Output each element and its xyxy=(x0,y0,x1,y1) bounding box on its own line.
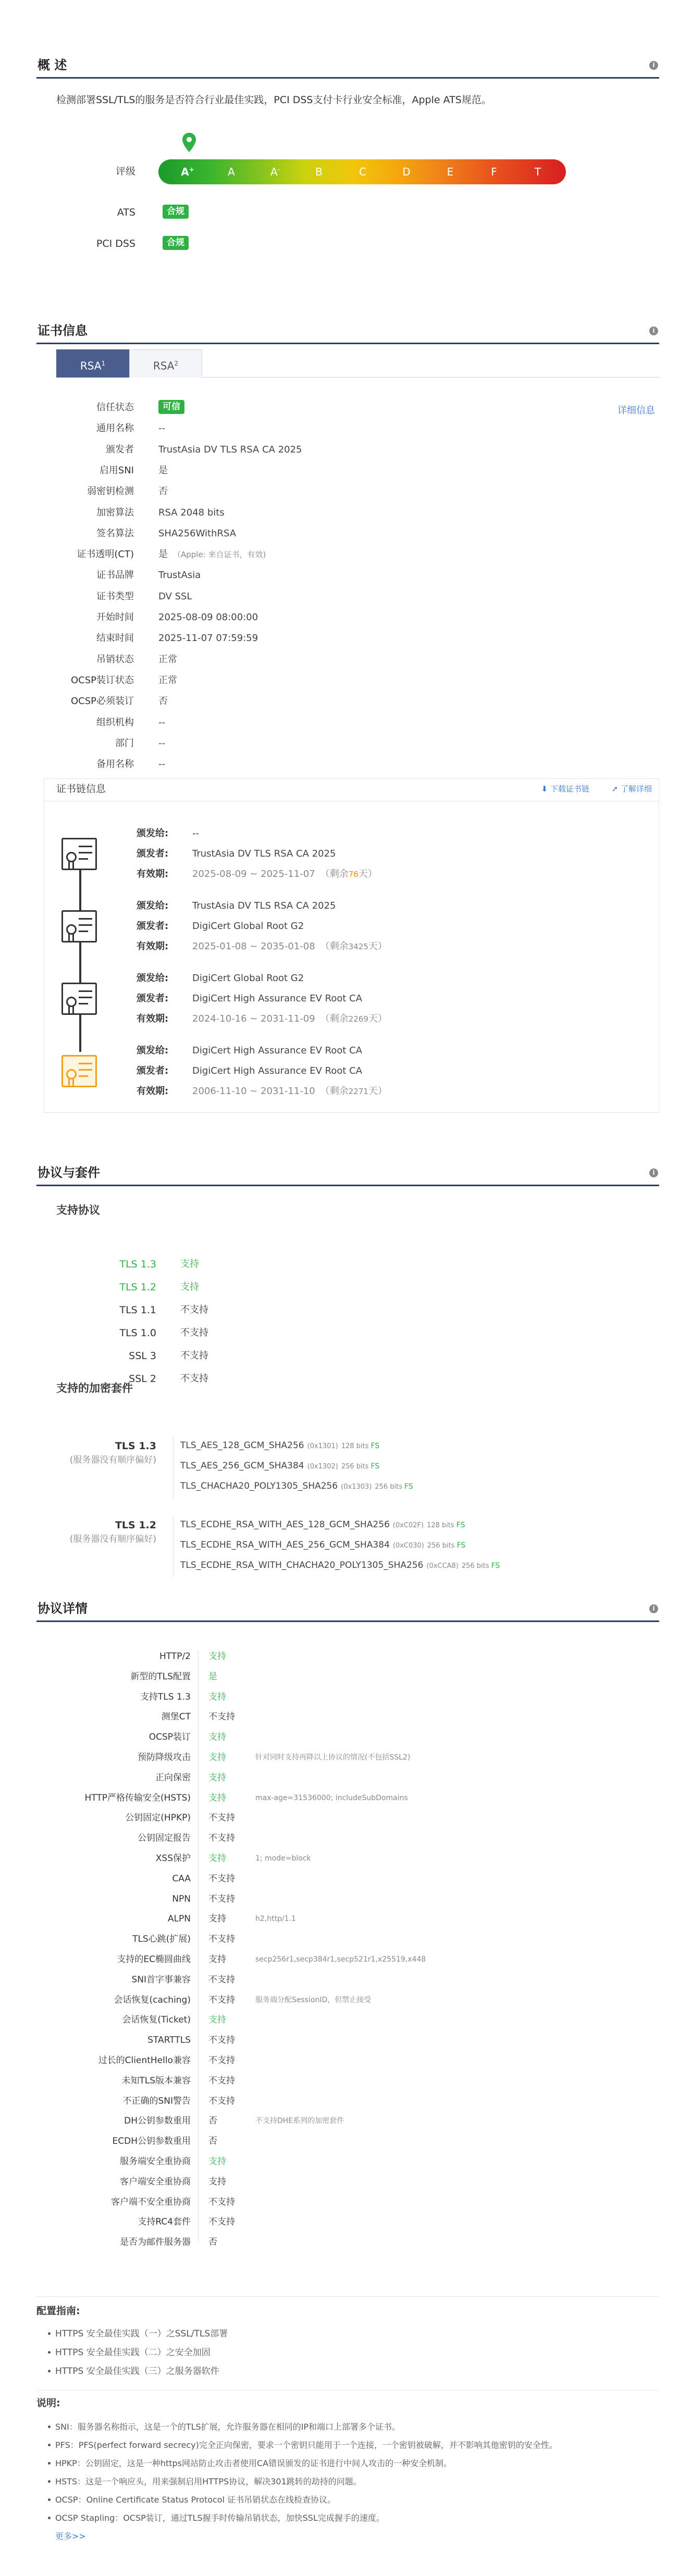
detail-label: 公钥固定报告 xyxy=(138,1833,191,1844)
cipher-suite-code: (0x1302) xyxy=(307,1463,338,1471)
cipher-suite-name: TLS_ECDHE_RSA_WITH_AES_128_GCM_SHA256 xyxy=(180,1519,390,1530)
detail-value: 不支持 xyxy=(208,2055,235,2066)
chain-field-text: 2006-11-10 ~ 2031-11-10 xyxy=(192,1086,315,1097)
chain-field-value xyxy=(192,940,387,953)
detail-value: 不支持 xyxy=(208,1873,235,1884)
remaining-suffix: 天） xyxy=(358,869,377,879)
detail-value: 支持 xyxy=(208,1772,226,1783)
chain-field-value xyxy=(192,1065,362,1077)
guide-link[interactable]: HTTPS 安全最佳实践（一）之SSL/TLS部署 xyxy=(55,2329,228,2339)
certificate-icon xyxy=(61,910,97,943)
detail-label: 不正确的SNI警告 xyxy=(122,2095,191,2106)
cipher-suite-row xyxy=(180,1539,465,1551)
cert-title: 证书信息 xyxy=(38,323,88,338)
detail-value: 不支持 xyxy=(208,1833,235,1844)
detail-label: 会话恢复(Ticket) xyxy=(122,2015,191,2026)
suite-divider xyxy=(173,1437,174,1498)
cipher-suite-name: TLS_AES_256_GCM_SHA384 xyxy=(180,1461,304,1471)
cert-field-label: 开始时间 xyxy=(96,612,134,623)
cert-field-value xyxy=(158,632,258,645)
cert-field-label: 信任状态 xyxy=(96,402,134,413)
cert-field-label: 组织机构 xyxy=(96,717,134,728)
chain-field-text: 2025-08-09 ~ 2025-11-07 xyxy=(192,869,315,879)
protocol-name: SSL 2 xyxy=(129,1373,156,1385)
detail-value: 不支持 xyxy=(208,1893,235,1904)
cert-field-value-text: 是 xyxy=(158,549,168,560)
detail-value: 不支持 xyxy=(208,2075,235,2086)
cert-field-label: 证书类型 xyxy=(96,590,134,602)
cert-field-note: （Apple: 来自证书，有效) xyxy=(173,550,266,560)
cert-field-value xyxy=(158,758,165,771)
chain-field-value xyxy=(192,900,336,912)
grade-f: F xyxy=(491,166,497,178)
forward-secrecy-tag: FS xyxy=(456,1541,466,1550)
remaining-prefix: （剩余 xyxy=(320,1013,349,1024)
detail-label: HTTP/2 xyxy=(159,1651,191,1662)
protocol-status: 不支持 xyxy=(180,1373,208,1384)
cert-field-value xyxy=(158,569,201,582)
note-item: HPKP：公钥固定，这是一种https网站防止攻击者使用CA错误颁发的证书进行中间人攻击的一种安全机制。 xyxy=(55,2458,452,2468)
pci-badge: 合规 xyxy=(163,236,189,250)
pci-label: PCI DSS xyxy=(96,238,135,249)
cipher-suite-code: (0xC030) xyxy=(392,1542,424,1550)
cert-line xyxy=(79,931,88,932)
detail-label: 测堡CT xyxy=(161,1712,191,1723)
detail-label: SNI首字事兼容 xyxy=(131,1974,191,1985)
detail-label: 支持的EC椭圆曲线 xyxy=(117,1954,191,1965)
protocol-status: 不支持 xyxy=(180,1304,208,1315)
details-divider xyxy=(198,1651,199,2242)
chain-field-value xyxy=(192,992,362,1005)
detail-value: 不支持 xyxy=(208,1712,235,1723)
grade-marker-icon xyxy=(181,132,197,153)
detail-label: XSS保护 xyxy=(155,1853,191,1864)
grade-aminus: A- xyxy=(270,166,280,178)
guide-title: 配置指南: xyxy=(36,2305,80,2317)
cert-seal xyxy=(66,1069,77,1079)
grade-b: B xyxy=(315,166,323,178)
cert-ribbon xyxy=(68,861,74,869)
cert-field-value-text: RSA 2048 bits xyxy=(158,507,225,518)
cipher-suite-bits: 256 bits xyxy=(375,1483,403,1491)
protocol-name: TLS 1.3 xyxy=(119,1259,156,1270)
cipher-suite-row xyxy=(180,1440,379,1452)
detail-label: 支持TLS 1.3 xyxy=(140,1691,191,1702)
ats-badge: 合规 xyxy=(163,205,189,219)
cert-seal xyxy=(66,997,77,1007)
cert-field-value xyxy=(158,695,168,708)
cert-field-value xyxy=(158,422,165,435)
protocol-name: TLS 1.2 xyxy=(119,1281,156,1293)
grade-label: 评级 xyxy=(115,166,135,177)
forward-secrecy-tag: FS xyxy=(370,1462,380,1471)
cert-field-value-text: TrustAsia DV TLS RSA CA 2025 xyxy=(158,444,302,455)
chain-field-value xyxy=(192,920,304,933)
detail-value: 支持 xyxy=(208,2015,226,2026)
remaining-days: 2269 xyxy=(348,1014,368,1024)
detail-label: TLS心跳(扩展) xyxy=(132,1934,191,1945)
chain-field-text: 2025-01-08 ~ 2035-01-08 xyxy=(192,941,315,952)
trust-status-badge: 可信 xyxy=(158,400,184,414)
forward-secrecy-tag: FS xyxy=(370,1442,380,1450)
detail-label: HTTP严格传输安全(HSTS) xyxy=(84,1792,191,1803)
grade-e: E xyxy=(447,166,454,178)
detail-value: 不支持 xyxy=(208,2196,235,2207)
chain-field-text: DigiCert High Assurance EV Root CA xyxy=(192,993,363,1004)
note-item: OCSP：Online Certificate Status Protocol 证书吊销状态在线检查协议。 xyxy=(55,2495,336,2505)
remaining-suffix: 天） xyxy=(368,1086,387,1097)
cert-field-label: 颁发者 xyxy=(106,444,134,455)
chain-field-text: -- xyxy=(192,828,199,839)
detail-label: 过长的ClientHello兼容 xyxy=(98,2055,191,2066)
cipher-suite-bits: 256 bits xyxy=(427,1542,455,1550)
cert-line xyxy=(79,858,88,860)
cert-field-label: 启用SNI xyxy=(99,464,134,476)
detail-note: h2,http/1.1 xyxy=(255,1915,296,1924)
cert-ribbon xyxy=(68,1078,74,1086)
suite-order-note: (服务器没有顺序偏好) xyxy=(69,1455,156,1465)
learn-more-link[interactable]: ➚ 了解详细 xyxy=(611,784,652,794)
detail-value: 不支持 xyxy=(208,1994,235,2005)
info-icon[interactable]: i xyxy=(649,326,658,335)
cert-field-label: 吊销状态 xyxy=(96,654,134,665)
forward-secrecy-tag: FS xyxy=(491,1562,500,1570)
cert-line xyxy=(79,852,92,853)
chain-field-label: 颁发给: xyxy=(137,828,169,839)
detail-label: OCSP装订 xyxy=(149,1732,191,1743)
chain-field-value xyxy=(192,1045,362,1057)
cert-line xyxy=(79,924,92,926)
detail-label: ALPN xyxy=(167,1914,191,1925)
protocol-title: 协议与套件 xyxy=(38,1165,100,1180)
cipher-suite-bits: 256 bits xyxy=(341,1463,369,1471)
protocol-name: TLS 1.1 xyxy=(119,1304,156,1316)
chain-header xyxy=(44,778,659,801)
chain-field-value xyxy=(192,827,199,840)
detail-label: STARTTLS xyxy=(147,2035,191,2046)
remaining-days: 2271 xyxy=(348,1087,368,1096)
cipher-suite-name: TLS_CHACHA20_POLY1305_SHA256 xyxy=(180,1481,338,1491)
cert-field-value-text: SHA256WithRSA xyxy=(158,527,237,539)
cipher-suite-name: TLS_ECDHE_RSA_WITH_AES_256_GCM_SHA384 xyxy=(180,1540,390,1550)
details-title: 协议详情 xyxy=(38,1601,88,1616)
info-icon[interactable]: i xyxy=(649,61,658,70)
chain-field-label: 颁发者: xyxy=(137,1065,169,1076)
chain-field-value xyxy=(192,868,377,881)
cert-field-label: 弱密钥检测 xyxy=(87,486,134,497)
ats-label: ATS xyxy=(117,207,135,218)
chain-field-label: 颁发给: xyxy=(137,1045,169,1056)
detail-label: 预防降级攻击 xyxy=(138,1752,191,1763)
grade-c: C xyxy=(359,166,366,178)
download-chain-link[interactable]: ⬇ 下载证书链 xyxy=(541,784,589,794)
cert-field-label: 通用名称 xyxy=(96,423,134,434)
cert-field-label: OCSP装订状态 xyxy=(70,674,134,686)
cert-field-value xyxy=(158,611,258,624)
chain-field-label: 有效期: xyxy=(137,1013,169,1024)
detail-value: 否 xyxy=(208,2116,217,2127)
detail-value: 支持 xyxy=(208,1792,226,1803)
cipher-suite-code: (0x1301) xyxy=(307,1442,338,1450)
detail-value: 不支持 xyxy=(208,2217,235,2228)
chain-field-text: DigiCert Global Root G2 xyxy=(192,973,304,984)
protocol-status: 不支持 xyxy=(180,1350,208,1361)
cipher-suite-bits: 256 bits xyxy=(461,1562,489,1570)
cipher-suite-row xyxy=(180,1560,500,1572)
chain-field-label: 有效期: xyxy=(137,1086,169,1097)
chain-field-value xyxy=(192,972,304,985)
protocol-status: 支持 xyxy=(180,1281,199,1292)
cert-field-label: OCSP必须装订 xyxy=(70,696,134,707)
cert-field-value xyxy=(158,674,177,687)
more-link[interactable]: 更多>> xyxy=(55,2531,86,2541)
cipher-suite-row xyxy=(180,1460,379,1472)
protocol-name: TLS 1.0 xyxy=(119,1327,156,1339)
note-item: PFS：PFS(perfect forward secrecy)完全正向保密，要求一个密钥只能用于一个连接，一个密钥被破解，并不影响其他密钥的安全性。 xyxy=(55,2440,558,2450)
detail-label: 新型的TLS配置 xyxy=(130,1671,191,1682)
remaining-suffix: 天） xyxy=(368,1013,387,1024)
detail-value: 支持 xyxy=(208,1691,226,1702)
detail-note: secp256r1,secp384r1,secp521r1,x25519,x448 xyxy=(255,1955,426,1964)
cert-field-value-text: -- xyxy=(158,737,165,749)
detail-label: 支持RC4套件 xyxy=(138,2217,191,2228)
chain-field-text: DigiCert High Assurance EV Root CA xyxy=(192,1045,363,1056)
detail-value: 不支持 xyxy=(208,1934,235,1945)
suite-order-note: (服务器没有顺序偏好) xyxy=(69,1534,156,1544)
guide-divider xyxy=(36,2296,659,2297)
suite-divider xyxy=(173,1516,174,1577)
cert-field-value-text: 2025-11-07 07:59:59 xyxy=(158,633,258,644)
chain-field-label: 颁发者: xyxy=(137,848,169,859)
cipher-suite-row xyxy=(180,1480,413,1492)
cert-field-value-text: 正常 xyxy=(158,674,177,686)
remaining-suffix: 天） xyxy=(368,941,387,952)
cert-field-value-text: 是 xyxy=(158,464,168,476)
cert-line xyxy=(79,1063,92,1064)
detail-label: 客户端安全重协商 xyxy=(120,2176,191,2187)
details-section-title xyxy=(36,1599,659,1622)
detail-note: 1; mode=block xyxy=(255,1854,311,1863)
cert-field-value xyxy=(158,548,266,561)
detail-value: 否 xyxy=(208,2136,217,2147)
note-item: OCSP Stapling：OCSP装订，通过TLS握手时传输吊销状态，加快SSL完成握手的速度。 xyxy=(55,2513,385,2523)
cert-field-label: 签名算法 xyxy=(96,527,134,539)
note-item: HSTS：这是一个响应头，用来强制启用HTTPS协议，解决301跳转的劫持的问题。 xyxy=(55,2477,362,2486)
cert-field-value-text: -- xyxy=(158,423,165,434)
chain-title: 证书链信息 xyxy=(56,783,106,795)
detail-value: 不支持 xyxy=(208,1974,235,1985)
suite-protocol-name: TLS 1.2 xyxy=(115,1519,156,1531)
chain-field-value xyxy=(192,1085,387,1098)
cert-field-label: 加密算法 xyxy=(96,507,134,518)
cert-field-value xyxy=(158,464,168,477)
cert-line xyxy=(79,1069,92,1071)
detail-label: NPN xyxy=(172,1893,191,1904)
detail-label: 正向保密 xyxy=(155,1772,191,1783)
cipher-suite-bits: 128 bits xyxy=(427,1522,454,1529)
cipher-suite-name: TLS_AES_128_GCM_SHA256 xyxy=(180,1440,304,1451)
cert-section-title xyxy=(36,321,659,344)
cert-ribbon xyxy=(68,934,74,941)
grade-scale xyxy=(158,159,566,184)
cert-field-value xyxy=(158,590,192,603)
detail-value: 不支持 xyxy=(208,1813,235,1824)
forward-secrecy-tag: FS xyxy=(404,1482,413,1491)
detail-value: 不支持 xyxy=(208,2035,235,2046)
cipher-suites-title: 支持的加密套件 xyxy=(56,1382,133,1394)
protocol-status: 支持 xyxy=(180,1259,199,1270)
protocol-status: 不支持 xyxy=(180,1327,208,1338)
detail-label: 是否为邮件服务器 xyxy=(120,2237,191,2248)
cipher-suite-name: TLS_ECDHE_RSA_WITH_CHACHA20_POLY1305_SHA256 xyxy=(180,1560,424,1570)
chain-field-value xyxy=(192,848,336,860)
chain-field-text: DigiCert Global Root G2 xyxy=(192,921,304,932)
cert-line xyxy=(79,1003,88,1004)
cert-field-value xyxy=(158,444,302,456)
guide-link[interactable]: HTTPS 安全最佳实践（二）之安全加固 xyxy=(55,2347,211,2358)
cert-field-label: 备用名称 xyxy=(96,759,134,770)
detail-value: 支持 xyxy=(208,1732,226,1743)
overview-title: 概 述 xyxy=(38,58,67,72)
detail-label: 会话恢复(caching) xyxy=(114,1994,191,2005)
cert-field-value xyxy=(158,654,177,666)
cert-field-value-text: 否 xyxy=(158,696,168,707)
detail-label: CAA xyxy=(172,1873,191,1884)
detail-value: 支持 xyxy=(208,1752,226,1763)
detail-label: 公钥固定(HPKP) xyxy=(125,1813,191,1824)
cert-field-value-text: 2025-08-09 08:00:00 xyxy=(158,612,258,623)
cert-field-value-text: -- xyxy=(158,759,165,770)
chain-field-text: TrustAsia DV TLS RSA CA 2025 xyxy=(192,900,336,911)
tab-rsa-1[interactable]: RSA$^1$ xyxy=(56,349,129,378)
cert-field-value xyxy=(158,507,225,519)
certificate-icon xyxy=(61,1055,97,1087)
forward-secrecy-tag: FS xyxy=(456,1521,465,1529)
cert-line xyxy=(79,918,92,920)
suite-protocol-name: TLS 1.3 xyxy=(115,1440,156,1452)
cert-seal xyxy=(66,924,77,935)
chain-field-label: 有效期: xyxy=(137,941,169,952)
remaining-days: 76 xyxy=(348,870,358,879)
cert-field-label: 结束时间 xyxy=(96,633,134,644)
grade-t: T xyxy=(534,166,541,178)
detail-value: 支持 xyxy=(208,1853,226,1864)
remaining-prefix: （剩余 xyxy=(320,1086,349,1097)
cert-line xyxy=(79,990,92,992)
detail-value: 支持 xyxy=(208,1954,226,1965)
cert-field-value xyxy=(158,737,165,750)
notes-divider xyxy=(36,2390,659,2391)
chain-field-text: DigiCert High Assurance EV Root CA xyxy=(192,1065,363,1076)
cipher-suite-code: (0xCCA8) xyxy=(426,1562,459,1570)
grade-aplus: A+ xyxy=(181,166,194,178)
notes-title: 说明: xyxy=(36,2397,60,2409)
chain-field-label: 颁发者: xyxy=(137,921,169,932)
cert-field-value-text: TrustAsia xyxy=(158,570,201,581)
detail-value: 是 xyxy=(208,1671,217,1682)
detail-note: max-age=31536000; includeSubDomains xyxy=(255,1793,408,1802)
detail-value: 不支持 xyxy=(208,2095,235,2106)
detail-label: 客户端不安全重协商 xyxy=(111,2196,191,2207)
remaining-days: 3425 xyxy=(348,942,368,951)
cert-field-value xyxy=(158,485,168,498)
detail-value: 支持 xyxy=(208,1914,226,1925)
cert-line xyxy=(79,846,92,847)
chain-field-value xyxy=(192,1013,387,1025)
certificate-icon xyxy=(61,838,97,870)
cert-field-value-text: DV SSL xyxy=(158,590,192,602)
detail-label: DH公钥参数重用 xyxy=(124,2116,191,2127)
cipher-suite-bits: 128 bits xyxy=(341,1442,369,1450)
cert-line xyxy=(79,997,92,998)
chain-field-label: 颁发者: xyxy=(137,993,169,1004)
grade-a: A xyxy=(228,166,235,178)
grade-d: D xyxy=(402,166,411,178)
note-item: SNI：服务器名称指示，这是一个的TLS扩展，允许服务器在相同的IP和端口上部署多个证书。 xyxy=(55,2422,401,2432)
cert-field-value xyxy=(158,527,236,540)
overview-section-title xyxy=(36,56,659,79)
info-icon[interactable]: i xyxy=(649,1604,658,1613)
chain-field-label: 颁发给: xyxy=(137,900,169,911)
detail-label: 服务端安全重协商 xyxy=(120,2156,191,2167)
detail-value: 支持 xyxy=(208,2156,226,2167)
detail-note: 不支持DHE系列的加密套件 xyxy=(255,2117,344,2126)
remaining-prefix: （剩余 xyxy=(320,869,349,879)
cert-seal xyxy=(66,852,77,862)
cipher-suite-code: (0xC02F) xyxy=(392,1522,424,1529)
tab-rsa-2[interactable]: RSA$^2$ xyxy=(129,349,202,378)
chain-field-label: 颁发给: xyxy=(137,973,169,984)
remaining-prefix: （剩余 xyxy=(320,941,349,952)
overview-description: 检测部署SSL/TLS的服务是否符合行业最佳实践，PCI DSS支付卡行业安全标准，Apple ATS规范。 xyxy=(56,94,491,106)
chain-field-label: 有效期: xyxy=(137,869,169,879)
certificate-icon xyxy=(61,983,97,1015)
cipher-suite-code: (0x1303) xyxy=(341,1483,372,1491)
cert-line xyxy=(79,1075,88,1077)
detail-note: 服务端分配SessionID，但禁止接受 xyxy=(255,1995,372,2004)
cert-field-value-text: 否 xyxy=(158,486,168,497)
guide-link[interactable]: HTTPS 安全最佳实践（三）之服务器软件 xyxy=(55,2366,219,2377)
cipher-suite-row xyxy=(180,1519,465,1531)
detail-label: ECDH公钥参数重用 xyxy=(112,2136,191,2147)
chain-connector xyxy=(79,854,81,1052)
detail-note: 针对同时支持再降以上协议的情况(不包括SSL2) xyxy=(255,1753,411,1762)
cert-ribbon xyxy=(68,1006,74,1013)
cert-field-label: 证书品牌 xyxy=(96,570,134,581)
cert-field-value xyxy=(158,717,165,729)
detail-value: 否 xyxy=(208,2237,217,2248)
detail-info-link[interactable]: 详细信息 xyxy=(617,405,655,416)
chain-field-text: 2024-10-16 ~ 2031-11-09 xyxy=(192,1013,315,1024)
chain-field-text: TrustAsia DV TLS RSA CA 2025 xyxy=(192,848,336,859)
cert-field-value-text: -- xyxy=(158,717,165,728)
supported-protocols-title: 支持协议 xyxy=(56,1204,100,1216)
protocol-section-title xyxy=(36,1163,659,1186)
cert-field-label: 证书透明(CT) xyxy=(77,549,134,560)
cert-field-label: 部门 xyxy=(115,737,134,749)
detail-value: 支持 xyxy=(208,2176,226,2187)
protocol-name: SSL 3 xyxy=(129,1350,156,1362)
cert-field-value-text: 正常 xyxy=(158,654,177,665)
detail-value: 支持 xyxy=(208,1651,226,1662)
trust-status-badge-wrap xyxy=(158,400,184,414)
info-icon[interactable]: i xyxy=(649,1168,658,1177)
detail-label: 未知TLS版本兼容 xyxy=(121,2075,191,2086)
